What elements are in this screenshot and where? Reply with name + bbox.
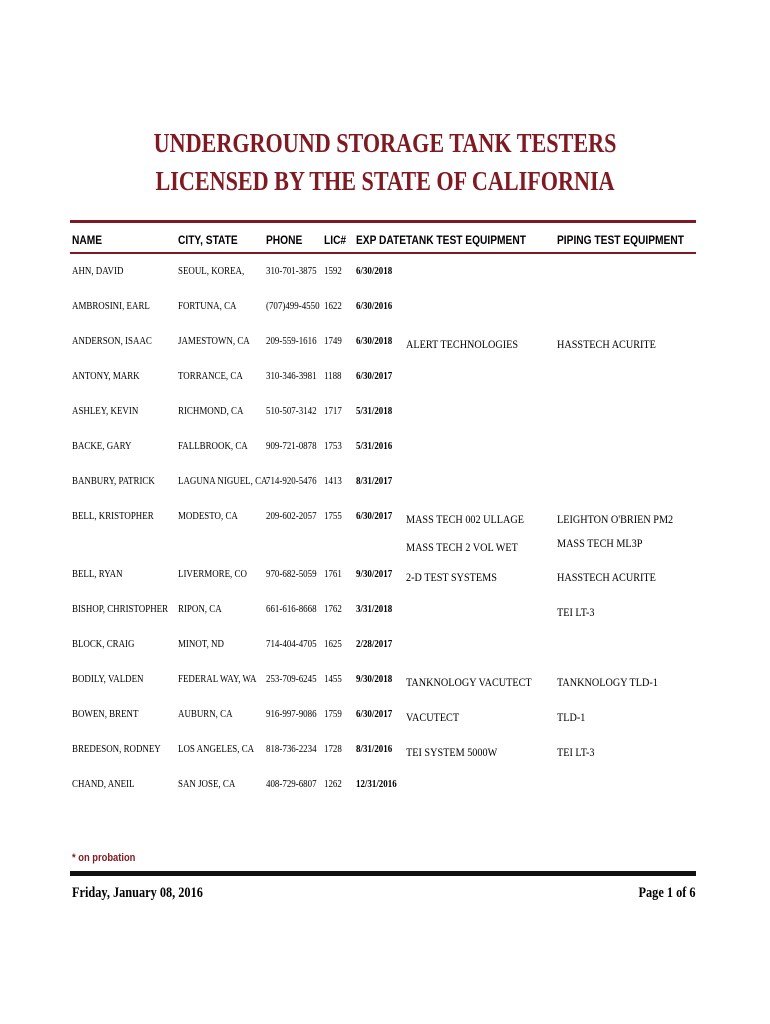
cell-city: SAN JOSE, CA — [178, 779, 236, 790]
cell-phone: 818-736-2234 — [266, 744, 317, 755]
cell-lic: 1413 — [324, 476, 342, 487]
column-header-piping: PIPING TEST EQUIPMENT — [557, 233, 684, 247]
cell-exp: 6/30/2018 — [356, 336, 393, 347]
cell-name: BELL, RYAN — [72, 569, 123, 580]
cell-name: BOWEN, BRENT — [72, 709, 139, 720]
cell-piping-secondary: MASS TECH ML3P — [557, 536, 643, 550]
cell-exp: 6/30/2016 — [356, 301, 393, 312]
cell-city: SEOUL, KOREA, — [178, 266, 245, 277]
cell-phone: 253-709-6245 — [266, 674, 317, 685]
cell-tank: VACUTECT — [406, 710, 460, 724]
column-header-exp: EXP DATE — [356, 233, 407, 247]
cell-exp: 6/30/2017 — [356, 709, 393, 720]
cell-name: BLOCK, CRAIG — [72, 639, 135, 650]
cell-lic: 1749 — [324, 336, 342, 347]
cell-exp: 8/31/2016 — [356, 744, 393, 755]
cell-piping: TEI LT-3 — [557, 745, 595, 759]
cell-name: BACKE, GARY — [72, 441, 132, 452]
cell-name: AHN, DAVID — [72, 266, 124, 277]
cell-city: FORTUNA, CA — [178, 301, 237, 312]
cell-lic: 1759 — [324, 709, 342, 720]
probation-note: * on probation — [72, 852, 136, 864]
header-bottom-rule — [70, 252, 696, 254]
cell-lic: 1188 — [324, 371, 342, 382]
cell-phone: 310-701-3875 — [266, 266, 317, 277]
column-header-name: NAME — [72, 233, 103, 247]
cell-exp: 6/30/2017 — [356, 371, 393, 382]
cell-name: ASHLEY, KEVIN — [72, 406, 139, 417]
cell-name: BREDESON, RODNEY — [72, 744, 161, 755]
cell-city: JAMESTOWN, CA — [178, 336, 250, 347]
page-title-line-1: UNDERGROUND STORAGE TANK TESTERS — [153, 128, 617, 158]
column-header-tank: TANK TEST EQUIPMENT — [406, 233, 526, 247]
cell-lic: 1717 — [324, 406, 342, 417]
cell-city: FALLBROOK, CA — [178, 441, 248, 452]
cell-lic: 1622 — [324, 301, 342, 312]
cell-piping: TANKNOLOGY TLD-1 — [557, 675, 658, 689]
cell-exp: 12/31/2016 — [356, 779, 397, 790]
column-header-phone: PHONE — [266, 233, 303, 247]
cell-lic: 1262 — [324, 779, 342, 790]
cell-lic: 1762 — [324, 604, 342, 615]
cell-exp: 5/31/2016 — [356, 441, 393, 452]
footer-rule — [70, 871, 696, 876]
cell-name: BANBURY, PATRICK — [72, 476, 155, 487]
cell-tank: TANKNOLOGY VACUTECT — [406, 675, 532, 689]
cell-name: AMBROSINI, EARL — [72, 301, 150, 312]
cell-phone: 408-729-6807 — [266, 779, 317, 790]
cell-name: BODILY, VALDEN — [72, 674, 144, 685]
cell-city: RIPON, CA — [178, 604, 222, 615]
cell-phone: 661-616-8668 — [266, 604, 317, 615]
cell-phone: 909-721-0878 — [266, 441, 317, 452]
cell-exp: 3/31/2018 — [356, 604, 393, 615]
cell-piping: HASSTECH ACURITE — [557, 337, 656, 351]
cell-city: LAGUNA NIGUEL, CA — [178, 476, 268, 487]
cell-piping: LEIGHTON O'BRIEN PM2 — [557, 512, 674, 526]
cell-city: LOS ANGELES, CA — [178, 744, 255, 755]
cell-exp: 9/30/2018 — [356, 674, 393, 685]
cell-piping: TLD-1 — [557, 710, 586, 724]
cell-name: BELL, KRISTOPHER — [72, 511, 154, 522]
cell-phone: 714-404-4705 — [266, 639, 317, 650]
cell-city: FEDERAL WAY, WA — [178, 674, 257, 685]
cell-city: MINOT, ND — [178, 639, 224, 650]
cell-city: MODESTO, CA — [178, 511, 238, 522]
cell-name: ANDERSON, ISAAC — [72, 336, 152, 347]
cell-exp: 5/31/2018 — [356, 406, 393, 417]
cell-phone: 310-346-3981 — [266, 371, 317, 382]
header-top-rule — [70, 220, 696, 223]
cell-name: ANTONY, MARK — [72, 371, 140, 382]
cell-city: TORRANCE, CA — [178, 371, 243, 382]
cell-name: CHAND, ANEIL — [72, 779, 135, 790]
cell-tank: 2-D TEST SYSTEMS — [406, 570, 497, 584]
cell-phone: (707)499-4550 — [266, 301, 320, 312]
cell-city: LIVERMORE, CO — [178, 569, 247, 580]
cell-lic: 1761 — [324, 569, 342, 580]
cell-lic: 1625 — [324, 639, 342, 650]
cell-exp: 8/31/2017 — [356, 476, 393, 487]
cell-lic: 1755 — [324, 511, 342, 522]
cell-name: BISHOP, CHRISTOPHER — [72, 604, 169, 615]
cell-lic: 1728 — [324, 744, 342, 755]
cell-phone: 510-507-3142 — [266, 406, 317, 417]
cell-tank: MASS TECH 002 ULLAGE — [406, 512, 524, 526]
page-title-line-2: LICENSED BY THE STATE OF CALIFORNIA — [155, 166, 615, 196]
cell-lic: 1753 — [324, 441, 342, 452]
cell-piping: TEI LT-3 — [557, 605, 595, 619]
cell-phone: 970-682-5059 — [266, 569, 317, 580]
cell-tank: ALERT TECHNOLOGIES — [406, 337, 519, 351]
cell-tank: TEI SYSTEM 5000W — [406, 745, 498, 759]
cell-city: RICHMOND, CA — [178, 406, 244, 417]
footer-date: Friday, January 08, 2016 — [72, 885, 203, 901]
cell-phone: 916-997-9086 — [266, 709, 317, 720]
cell-exp: 2/28/2017 — [356, 639, 393, 650]
cell-piping: HASSTECH ACURITE — [557, 570, 656, 584]
cell-phone: 209-602-2057 — [266, 511, 317, 522]
cell-phone: 209-559-1616 — [266, 336, 317, 347]
cell-phone: 714-920-5476 — [266, 476, 317, 487]
footer-page-number: Page 1 of 6 — [638, 885, 696, 901]
cell-tank-secondary: MASS TECH 2 VOL WET — [406, 540, 518, 554]
cell-exp: 6/30/2018 — [356, 266, 393, 277]
cell-city: AUBURN, CA — [178, 709, 233, 720]
cell-lic: 1455 — [324, 674, 342, 685]
column-header-city: CITY, STATE — [178, 233, 238, 247]
column-header-lic: LIC# — [324, 233, 347, 247]
cell-lic: 1592 — [324, 266, 342, 277]
cell-exp: 6/30/2017 — [356, 511, 393, 522]
cell-exp: 9/30/2017 — [356, 569, 393, 580]
